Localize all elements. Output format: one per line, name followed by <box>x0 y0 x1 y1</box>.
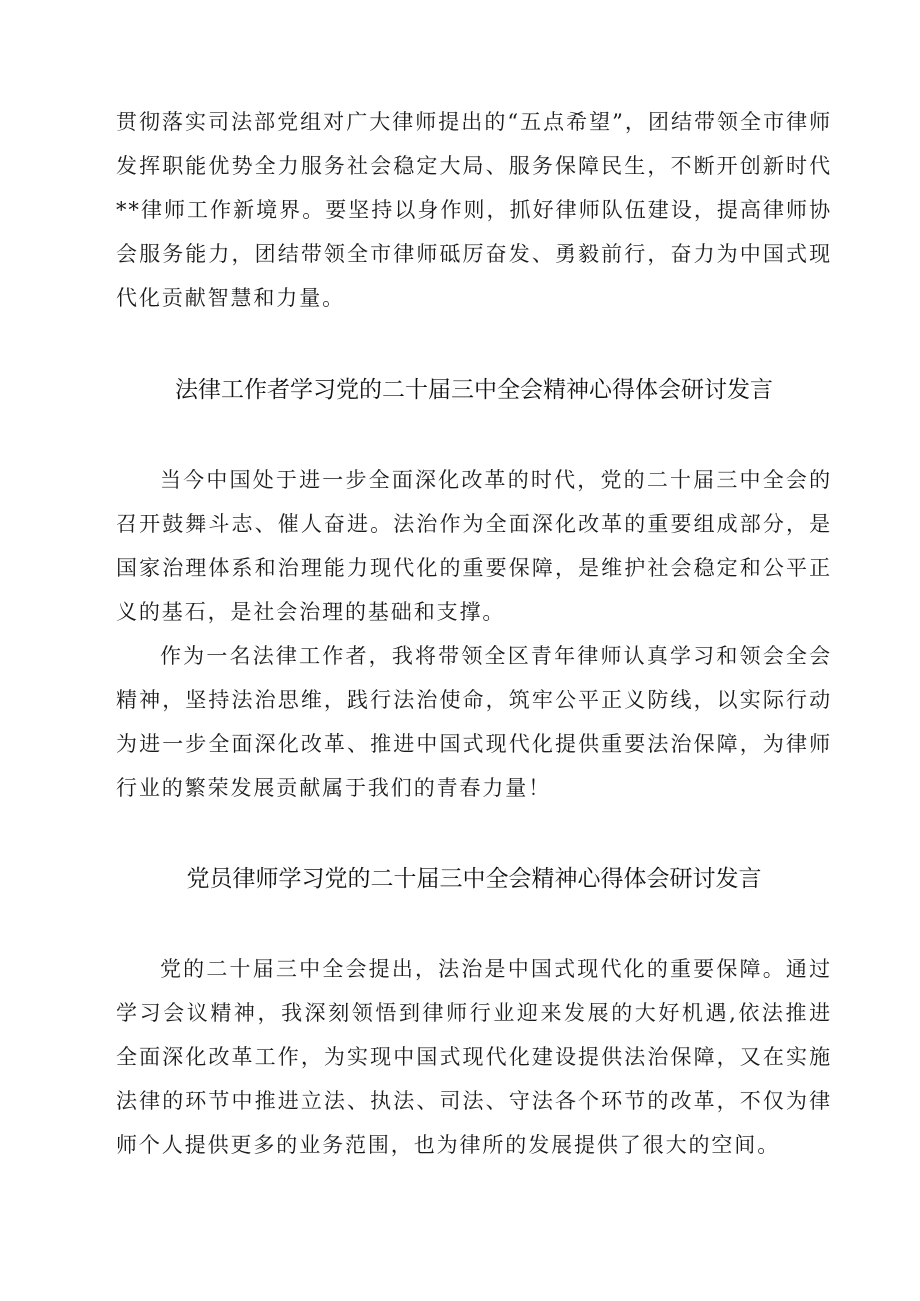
section-heading-party-member-lawyer: 党员律师学习党的二十届三中全会精神心得体会研讨发言 <box>186 866 762 892</box>
section-heading-legal-worker: 法律工作者学习党的二十届三中全会精神心得体会研讨发言 <box>175 377 773 403</box>
section-1-paragraph-1: 当今中国处于进一步全面深化改革的时代，党的二十届三中全会的召开鼓舞斗志、催人奋进。法治作为全面深化改革的重要组成部分，是国家治理体系和治理能力现代化的重要保障，是维护社会稳定和公平正义的基石，是社会治理的基础和支撑。 <box>116 468 832 624</box>
paragraph-continuation: 贯彻落实司法部党组对广大律师提出的“五点希望”，团结带领全市律师发挥职能优势全力服务社会稳定大局、服务保障民生，不断开创新时代**律师工作新境界。要坚持以身作则，抓好律师队伍建设，提高律师协会服务能力，团结带领全市律师砥厉奋发、勇毅前行，奋力为中国式现代化贡献智慧和力量。 <box>116 110 832 310</box>
section-1-paragraph-2: 作为一名法律工作者，我将带领全区青年律师认真学习和领会全会精神，坚持法治思维，践行法治使命，筑牢公平正义防线，以实际行动为进一步全面深化改革、推进中国式现代化提供重要法治保障，为律师行业的繁荣发展贡献属于我们的青春力量！ <box>116 644 832 800</box>
section-2-paragraph-1: 党的二十届三中全会提出，法治是中国式现代化的重要保障。通过学习会议精神，我深刻领悟到律师行业迎来发展的大好机遇,依法推进全面深化改革工作，为实现中国式现代化建设提供法治保障，又在实施法律的环节中推进立法、执法、司法、守法各个环节的改革，不仅为律师个人提供更多的业务范围，也为律所的发展提供了很大的空间。 <box>116 957 832 1157</box>
